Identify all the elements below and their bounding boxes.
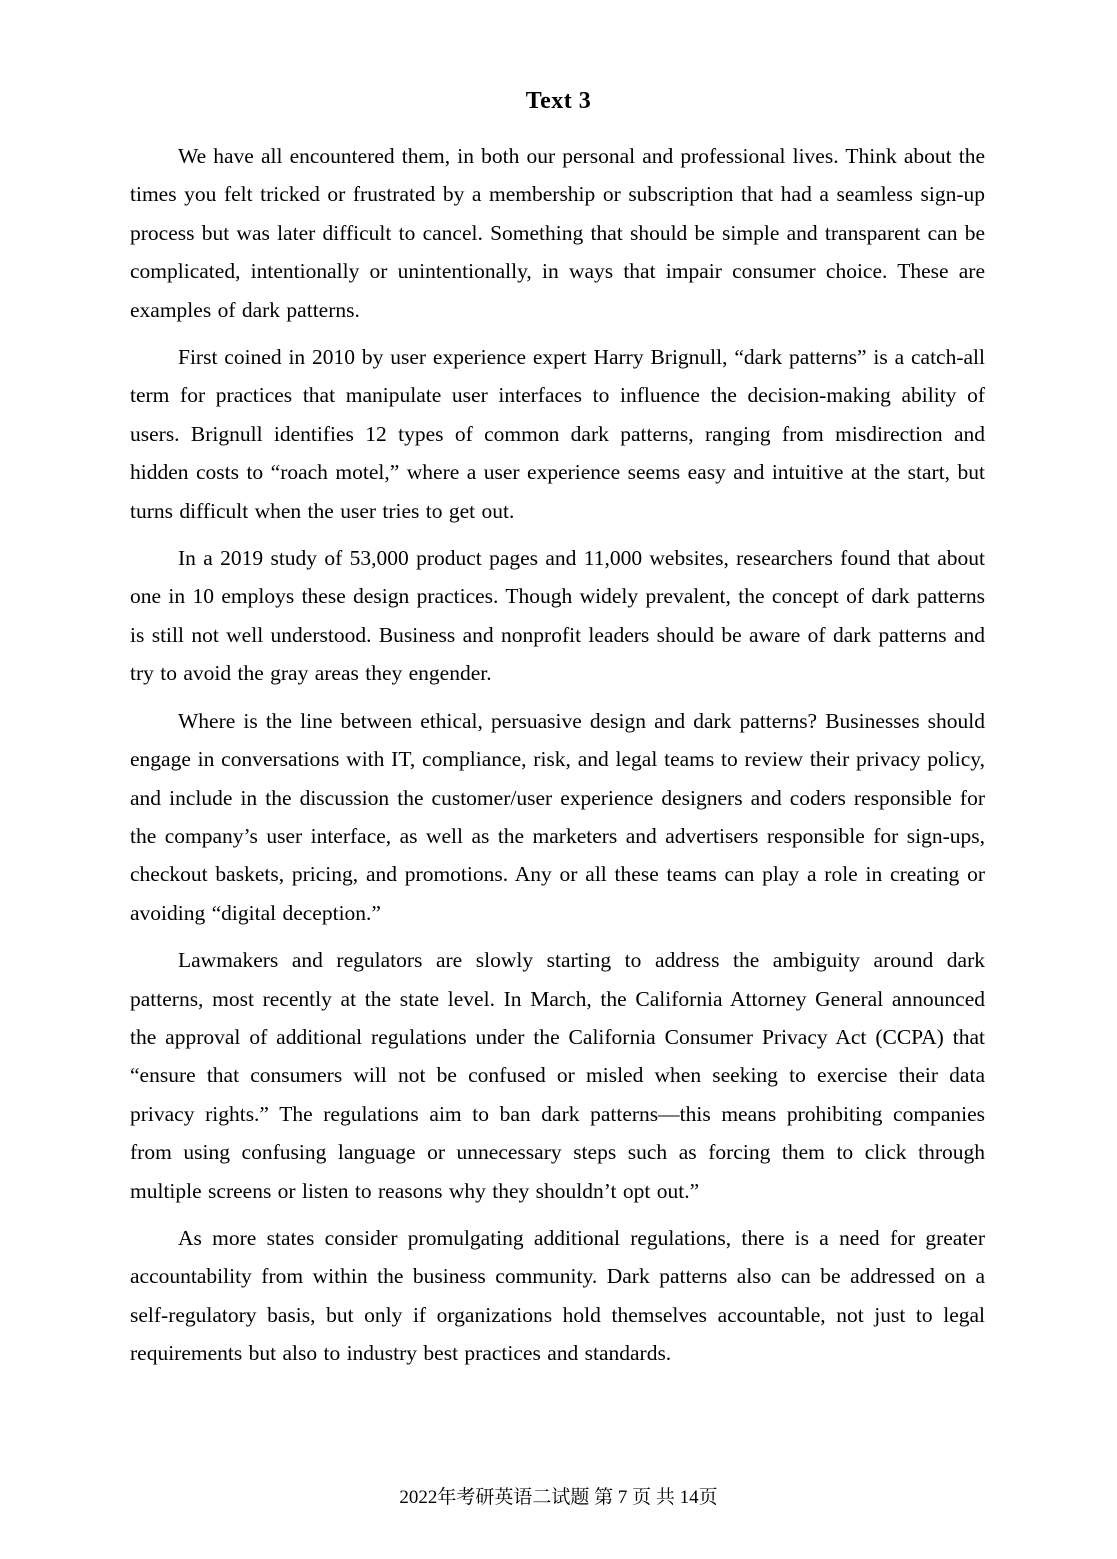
article-body (0, 115, 1117, 1373)
paragraph-5: Lawmakers and regulators are slowly starting to address the ambiguity around dark patterns, most recently at the state level. In March, the California Attorney General announced the approval of additional regulations under the California Consumer Privacy Act (CCPA) that “ensure that consumers will not be confused or misled when seeking to exercise their data privacy rights.” The regulations aim to ban dark patterns—this means prohibiting companies from using confusing language or unnecessary steps such as forcing them to click through multiple screens or listen to reasons why they shouldn’t opt out.” (130, 948, 985, 1203)
paragraph-4: Where is the line between ethical, persuasive design and dark patterns? Businesses should engage in conversations with IT, compliance, risk, and legal teams to review their privacy policy, and include in the discussion the customer/user experience designers and coders responsible for the company’s user interface, as well as the marketers and advertisers responsible for sign-ups, checkout baskets, pricing, and promotions. Any or all these teams can play a role in creating or avoiding “digital deception.” (130, 708, 985, 925)
page-title: Text 3 (525, 88, 592, 114)
paragraph-6: As more states consider promulgating additional regulations, there is a need for greater accountability from within the business community. Dark patterns also can be addressed on a self-regulatory basis, but only if organizations hold themselves accountable, not just to legal requirements but also to industry best practices and standards. (130, 1225, 985, 1366)
page-footer: 2022年考研英语二试题 第 7 页 共 14页 (399, 1487, 718, 1508)
paragraph-2: First coined in 2010 by user experience expert Harry Brignull, “dark patterns” is a catch-all term for practices that manipulate user interfaces to influence the decision-making ability of users. Brignull identifies 12 types of common dark patterns, ranging from misdirection and hidden costs to “roach motel,” where a user experience seems easy and intuitive at the start, but turns difficult when the user tries to get out. (130, 345, 985, 523)
paragraph-3: In a 2019 study of 53,000 product pages and 11,000 websites, researchers found that about one in 10 employs these design practices. Though widely prevalent, the concept of dark patterns is still not well understood. Business and nonprofit leaders should be aware of dark patterns and try to avoid the gray areas they engender. (130, 546, 985, 686)
paragraph-1: We have all encountered them, in both our personal and professional lives. Think about the times you felt tricked or frustrated by a membership or subscription that had a seamless sign-up process but was later difficult to cancel. Something that should be simple and transparent can be complicated, intentionally or unintentionally, in ways that impair consumer choice. These are examples of dark patterns. (130, 144, 985, 322)
